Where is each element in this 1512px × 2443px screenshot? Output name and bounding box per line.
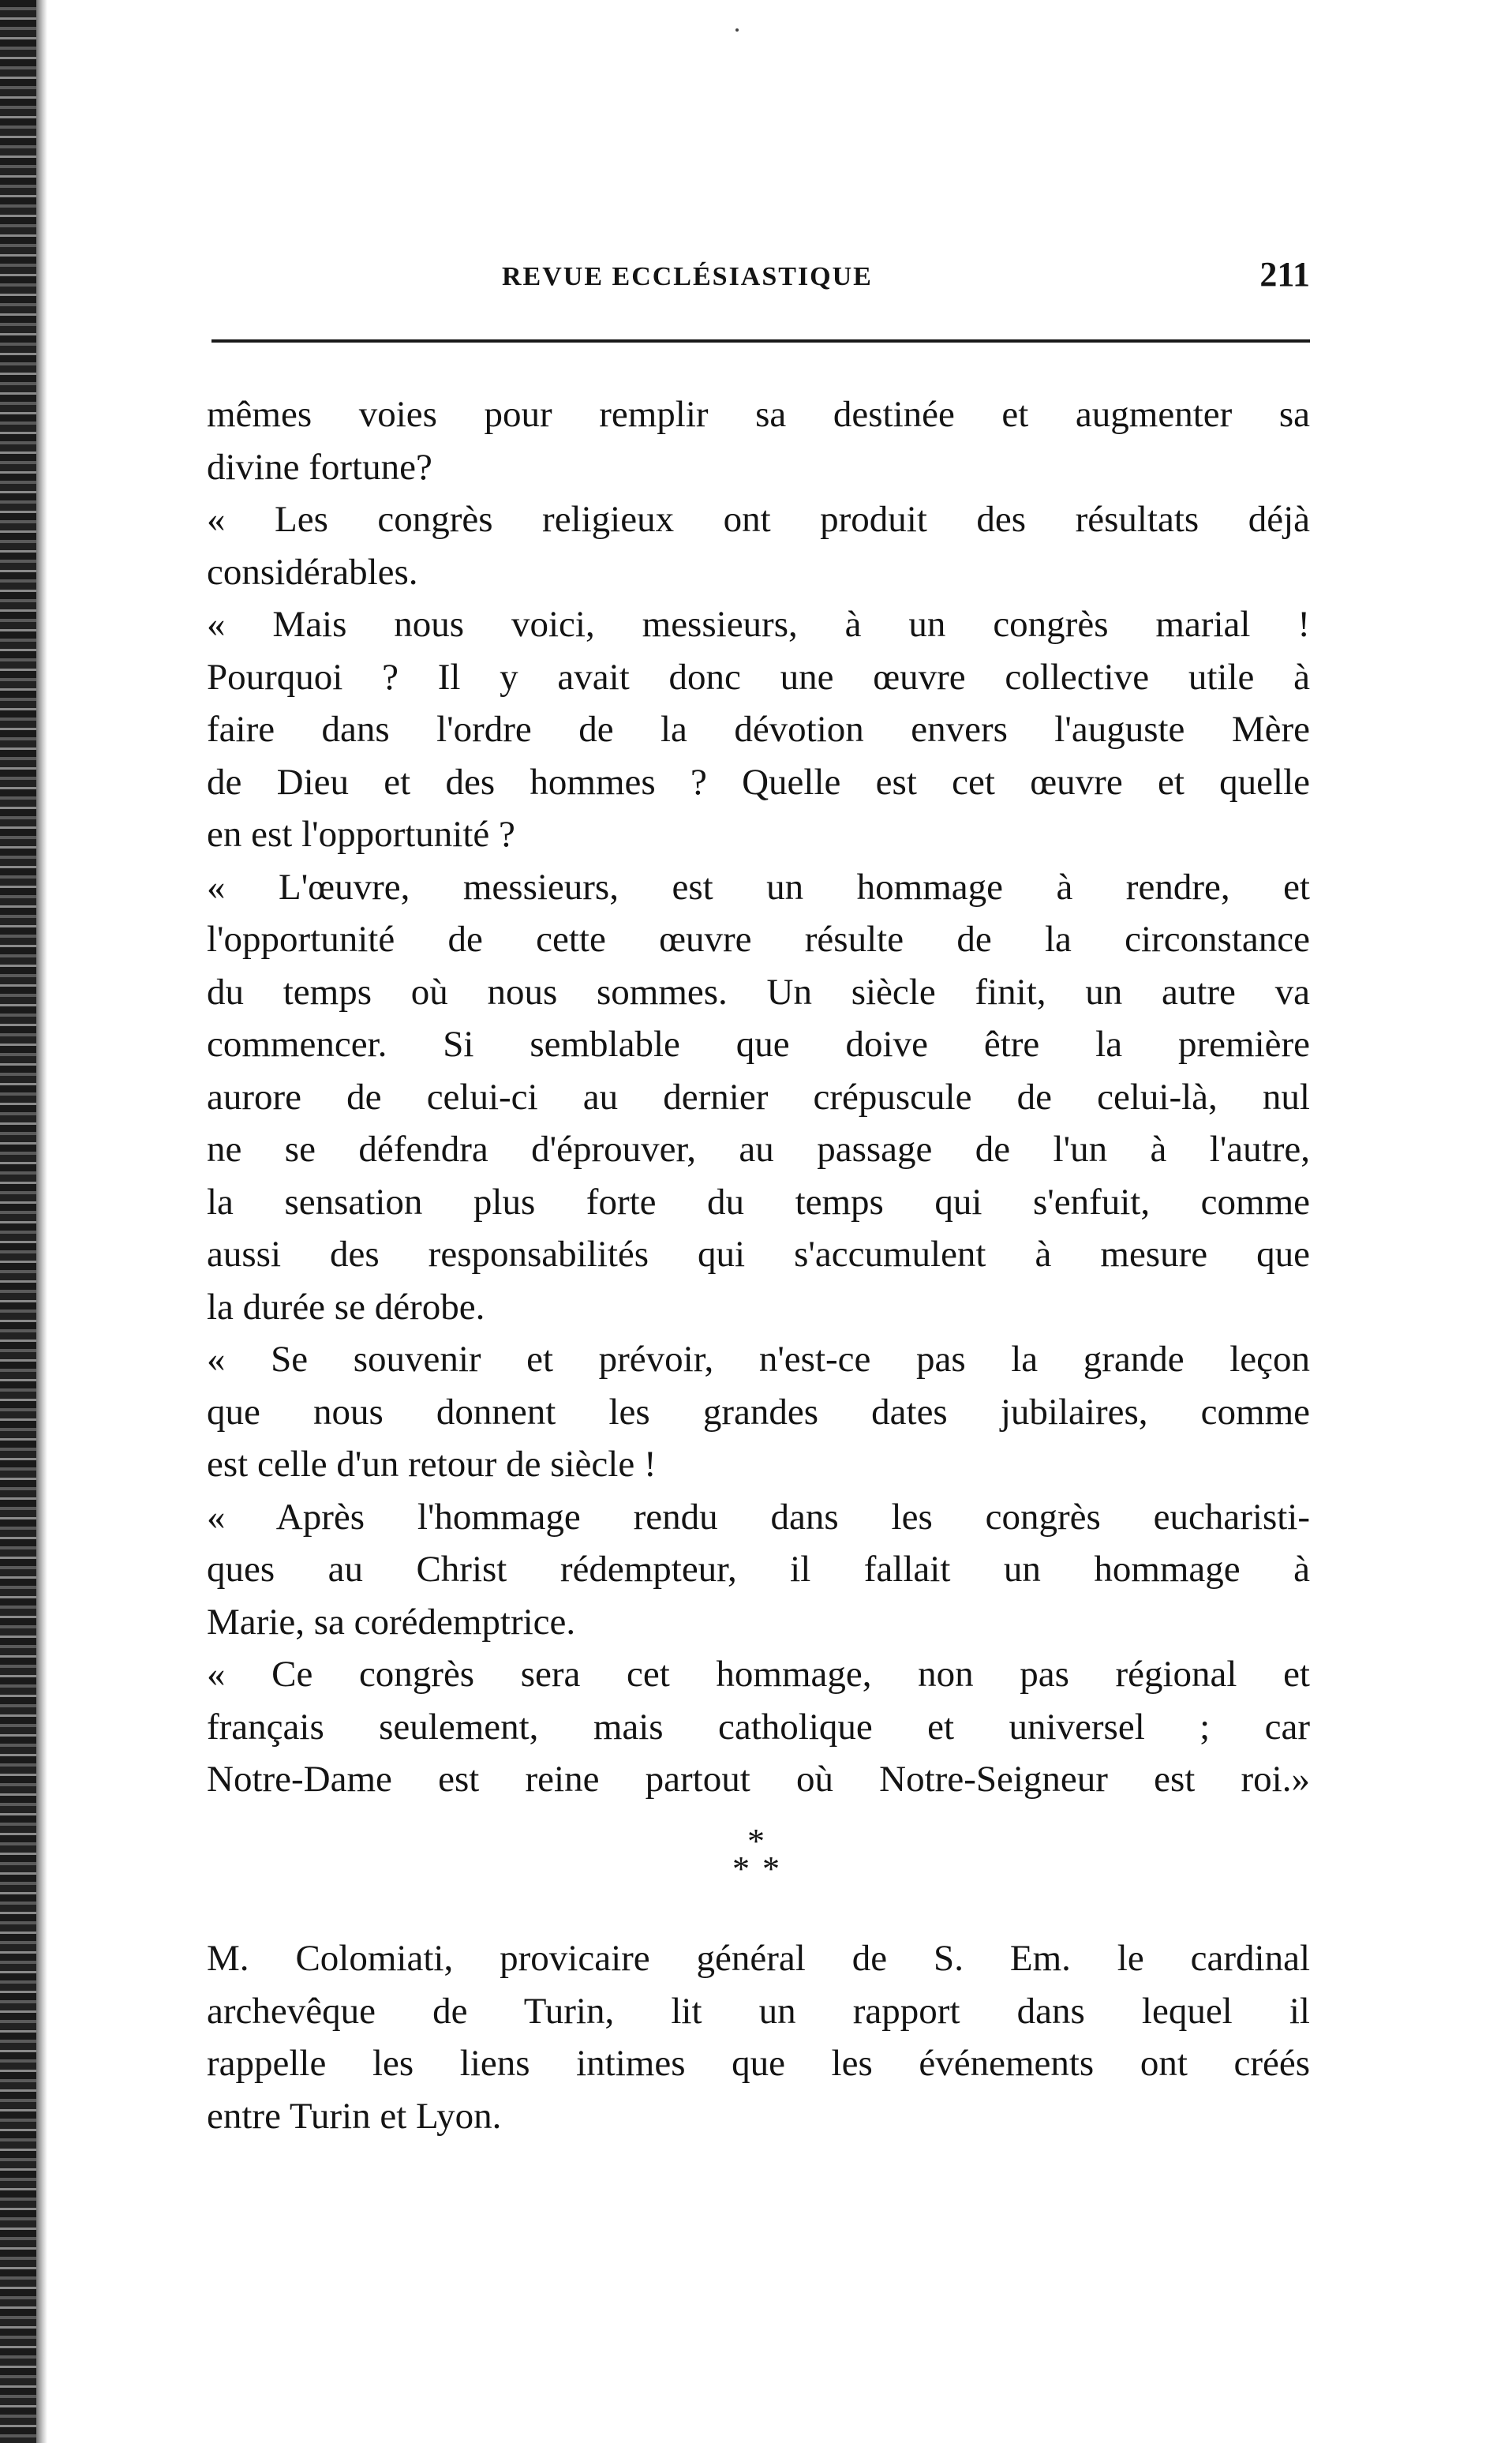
text-line: Notre-Dame est reine partout où Notre-Seigneur est roi.» — [207, 1759, 1310, 1800]
text-line: divine fortune? — [207, 446, 432, 488]
text-line: l'opportunité de cette œuvre résulte de la circonstance — [207, 919, 1310, 960]
asterism-top: * — [747, 1822, 765, 1860]
text-line: considérables. — [207, 551, 418, 593]
page-number: 211 — [1259, 255, 1310, 294]
page-header — [211, 251, 1310, 306]
running-title: REVUE ECCLÉSIASTIQUE — [502, 262, 873, 291]
text-line: ques au Christ rédempteur, il fallait un hommage à — [207, 1549, 1310, 1590]
text-line: que nous donnent les grandes dates jubilaires, comme — [207, 1391, 1310, 1433]
text-line: aurore de celui-ci au dernier crépuscule de celui-là, nul — [207, 1076, 1310, 1118]
text-line: « Se souvenir et prévoir, n'est-ce pas la grande leçon — [207, 1339, 1310, 1380]
text-line: la durée se dérobe. — [207, 1286, 485, 1328]
text-line: « Mais nous voici, messieurs, à un congrès marial ! — [207, 604, 1310, 645]
text-line: entre Turin et Lyon. — [207, 2095, 502, 2137]
text-line: « Après l'hommage rendu dans les congrès eucharisti- — [207, 1496, 1310, 1538]
text-line: « Les congrès religieux ont produit des résultats déjà — [207, 499, 1310, 540]
text-line: en est l'opportunité ? — [207, 814, 515, 855]
text-line: de Dieu et des hommes ? Quelle est cet œuvre et quelle — [207, 761, 1310, 803]
text-line: archevêque de Turin, lit un rapport dans lequel il — [207, 1990, 1310, 2032]
text-line: français seulement, mais catholique et universel ; car — [207, 1706, 1310, 1748]
text-line: M. Colomiati, provicaire général de S. Em. le cardinal — [207, 1938, 1310, 1979]
text-line: la sensation plus forte du temps qui s'enfuit, comme — [207, 1181, 1310, 1223]
binding-shadow — [36, 0, 47, 2443]
text-line: est celle d'un retour de siècle ! — [207, 1444, 657, 1485]
text-line: « L'œuvre, messieurs, est un hommage à rendre, et — [207, 866, 1310, 908]
text-line: « Ce congrès sera cet hommage, non pas régional et — [207, 1654, 1310, 1695]
text-line: rappelle les liens intimes que les événements ont créés — [207, 2043, 1310, 2084]
text-line: Marie, sa corédemptrice. — [207, 1601, 576, 1643]
text-line: faire dans l'ordre de la dévotion envers l'auguste Mère — [207, 709, 1310, 750]
asterism-bottom: ** — [732, 1849, 792, 1888]
header-rule — [211, 339, 1310, 343]
text-line: mêmes voies pour remplir sa destinée et augmenter sa — [207, 394, 1310, 435]
text-line: commencer. Si semblable que doive être la première — [207, 1024, 1310, 1065]
text-line: aussi des responsabilités qui s'accumulent à mesure que — [207, 1234, 1310, 1275]
text-line: du temps où nous sommes. Un siècle finit, un autre va — [207, 971, 1310, 1013]
book-binding-edge — [0, 0, 36, 2443]
body-text — [207, 388, 1310, 1806]
asterism-separator — [0, 1822, 1512, 1888]
closing-paragraph — [207, 1932, 1310, 2142]
print-speck — [735, 28, 739, 32]
text-line: ne se défendra d'éprouver, au passage de l'un à l'autre, — [207, 1129, 1310, 1170]
text-line: Pourquoi ? Il y avait donc une œuvre collective utile à — [207, 656, 1310, 698]
